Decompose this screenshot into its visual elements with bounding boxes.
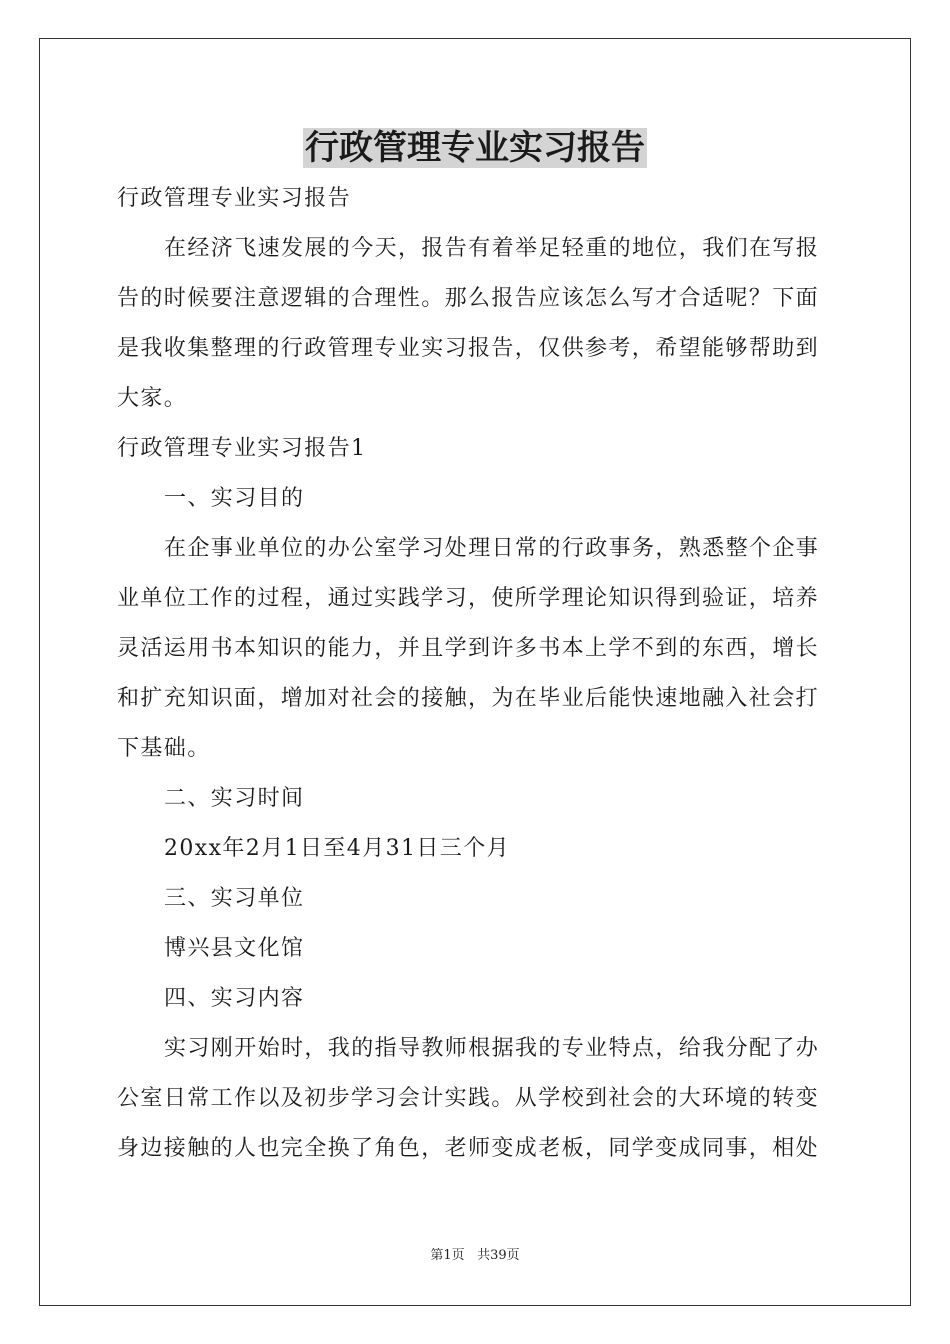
page-footer xyxy=(0,1247,950,1265)
subtitle-line: 行政管理专业实习报告 xyxy=(117,186,352,211)
body-line: 身边接触的人也完全换了角色，老师变成老板，同学变成同事，相处 xyxy=(117,1136,820,1161)
sub-heading: 四、实习内容 xyxy=(164,986,305,1011)
page-number: 第1页 xyxy=(430,1248,465,1263)
section-heading: 行政管理专业实习报告1 xyxy=(117,436,367,461)
sub-heading: 一、实习目的 xyxy=(164,486,305,511)
body-line: 和扩充知识面，增加对社会的接触，为在毕业后能快速地融入社会打 xyxy=(117,686,820,711)
body-line: 公室日常工作以及初步学习会计实践。从学校到社会的大环境的转变 xyxy=(117,1086,820,1111)
body-line: 20xx年2月1日至4月31日三个月 xyxy=(164,836,510,861)
body-line: 在企事业单位的办公室学习处理日常的行政事务，熟悉整个企事 xyxy=(164,536,820,561)
body-line: 告的时候要注意逻辑的合理性。那么报告应该怎么写才合适呢？下面 xyxy=(117,286,820,311)
sub-heading: 三、实习单位 xyxy=(164,886,305,911)
body-line: 大家。 xyxy=(117,386,188,411)
page-border xyxy=(39,38,911,1306)
body-line: 是我收集整理的行政管理专业实习报告，仅供参考，希望能够帮助到 xyxy=(117,336,820,361)
page-total: 共39页 xyxy=(477,1248,520,1263)
body-line: 博兴县文化馆 xyxy=(164,936,305,961)
body-line: 下基础。 xyxy=(117,736,211,761)
sub-heading: 二、实习时间 xyxy=(164,786,305,811)
document-title xyxy=(0,124,950,172)
document-title-text: 行政管理专业实习报告 xyxy=(305,128,645,168)
body-line: 在经济飞速发展的今天，报告有着举足轻重的地位，我们在写报 xyxy=(164,236,820,261)
body-line: 灵活运用书本知识的能力，并且学到许多书本上学不到的东西，增长 xyxy=(117,636,820,661)
body-line: 业单位工作的过程，通过实践学习，使所学理论知识得到验证，培养 xyxy=(117,586,820,611)
body-line: 实习刚开始时，我的指导教师根据我的专业特点，给我分配了办 xyxy=(164,1036,820,1061)
